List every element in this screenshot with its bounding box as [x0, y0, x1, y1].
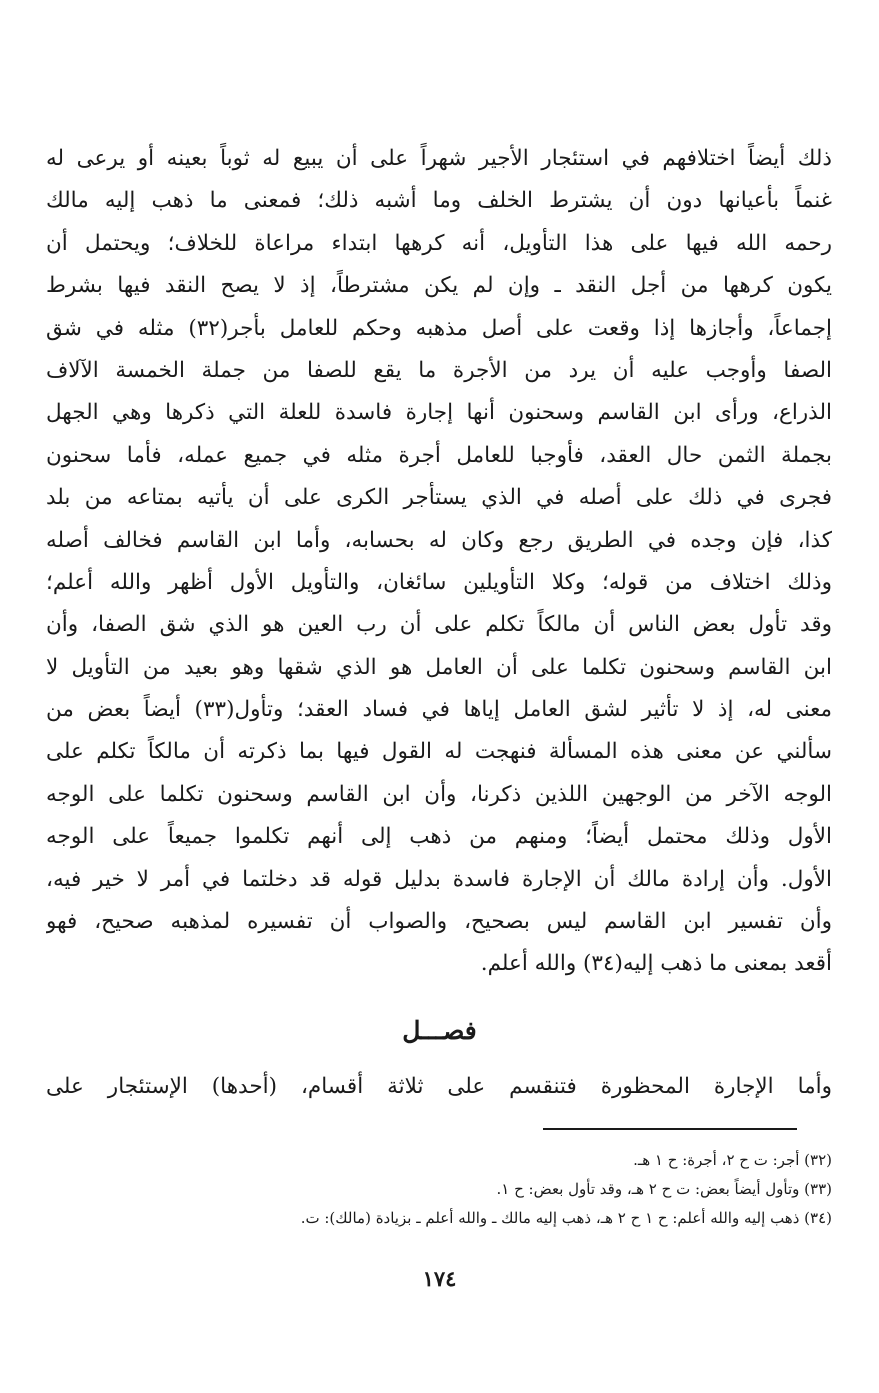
body-text: [46, 138, 832, 986]
body-line: سألني عن معنى هذه المسألة فنهجت له القول فيها بما ذكرته أن مالكاً تكلم على: [46, 739, 832, 765]
footnote-33: (٣٣) وتأول أيضاً بعض: ت ح ٢ هـ، وقد تأول بعض: ح ١.: [496, 1180, 832, 1198]
body-line: معنى له، إذ لا تأثير لشق العامل إياها في فساد العقد؛ وتأول(٣٣) أيضاً بعض من: [46, 697, 832, 723]
page-number: ١٧٤: [422, 1266, 457, 1291]
section-first-line: وأما الإجارة المحظورة فتنقسم على ثلاثة أقسام، (أحدها) الإستئجار على: [46, 1074, 832, 1099]
footnote-34: (٣٤) ذهب إليه والله أعلم: ح ١ ح ٢ هـ، ذهب إليه مالك ـ والله أعلم ـ بزيادة (مالك): ت.: [300, 1209, 832, 1227]
body-line: الصفا وأوجب عليه أن يرد من الأجرة ما يقع للصفا من جملة الخمسة الآلاف: [46, 357, 832, 383]
footnote-32: (٣٢) أجر: ت ح ٢، أجرة: ح ١ هـ.: [633, 1151, 832, 1169]
footnotes: [46, 1146, 832, 1233]
body-line: غنماً بأعيانها دون أن يشترط الخلف وما أشبه ذلك؛ فمعنى ما ذهب إليه مالك: [46, 188, 832, 214]
body-line: ذلك أيضاً اختلافهم في استئجار الأجير شهراً على أن يبيع له ثوباً بعينه أو يرعى له: [46, 146, 832, 171]
body-line: الأول وذلك محتمل أيضاً؛ ومنهم من ذهب إلى أنهم تكلموا جميعاً على الوجه: [46, 824, 832, 850]
body-line: بجملة الثمن حال العقد، فأوجبا للعامل أجرة مثله في جميع عمله، فأما سحنون: [46, 442, 832, 468]
footnote-divider: [543, 1128, 797, 1130]
body-line: الوجه الآخر من الوجهين اللذين ذكرنا، وأن ابن القاسم وسحنون تكلما على الوجه: [46, 781, 832, 807]
body-line: وذلك اختلاف من قوله؛ وكلا التأويلين سائغان، والتأويل الأول أظهر والله أعلم؛: [46, 569, 832, 595]
body-line: رحمه الله فيها على هذا التأويل، أنه كرهها ابتداء مراعاة للخلاف؛ ويحتمل أن: [46, 230, 832, 256]
body-line: الأول. وأن إرادة مالك أن الإجارة فاسدة بدليل قوله قد دخلتما في أمر لا خير فيه،: [46, 866, 832, 892]
body-line-last: أقعد بمعنى ما ذهب إليه(٣٤) والله أعلم.: [480, 951, 832, 977]
body-line: فجرى في ذلك على أصله في الذي يستأجر الكرى على أن يأتيه بمتاعه من بلد: [46, 485, 832, 511]
body-line: وقد تأول بعض الناس أن مالكاً تكلم على أن رب العين هو الذي شق الصفا، وأن: [46, 612, 832, 638]
body-line: الذراع، ورأى ابن القاسم وسحنون أنها إجارة فاسدة للعلة التي ذكرها وهي الجهل: [46, 400, 832, 426]
body-line: يكون كرهها من أجل النقد ـ وإن لم يكن مشترطاً، إذ لا يصح النقد فيها بشرط: [46, 273, 832, 299]
body-line: كذا، فإن وجده في الطريق رجع وكان له بحسابه، وأما ابن القاسم فخالف أصله: [46, 527, 832, 553]
body-line: إجماعاً، وأجازها إذا وقعت على أصل مذهبه وحكم للعامل بأجر(٣٢) مثله في شق: [46, 315, 832, 341]
section-heading: فصـــل: [402, 1016, 477, 1045]
body-line: وأن تفسير ابن القاسم ليس بصحيح، والصواب أن تفسيره لمذهبه صحيح، فهو: [46, 909, 832, 935]
body-line: ابن القاسم وسحنون تكلما على أن العامل هو الذي شقها وهو بعيد من التأويل لا: [46, 654, 832, 680]
